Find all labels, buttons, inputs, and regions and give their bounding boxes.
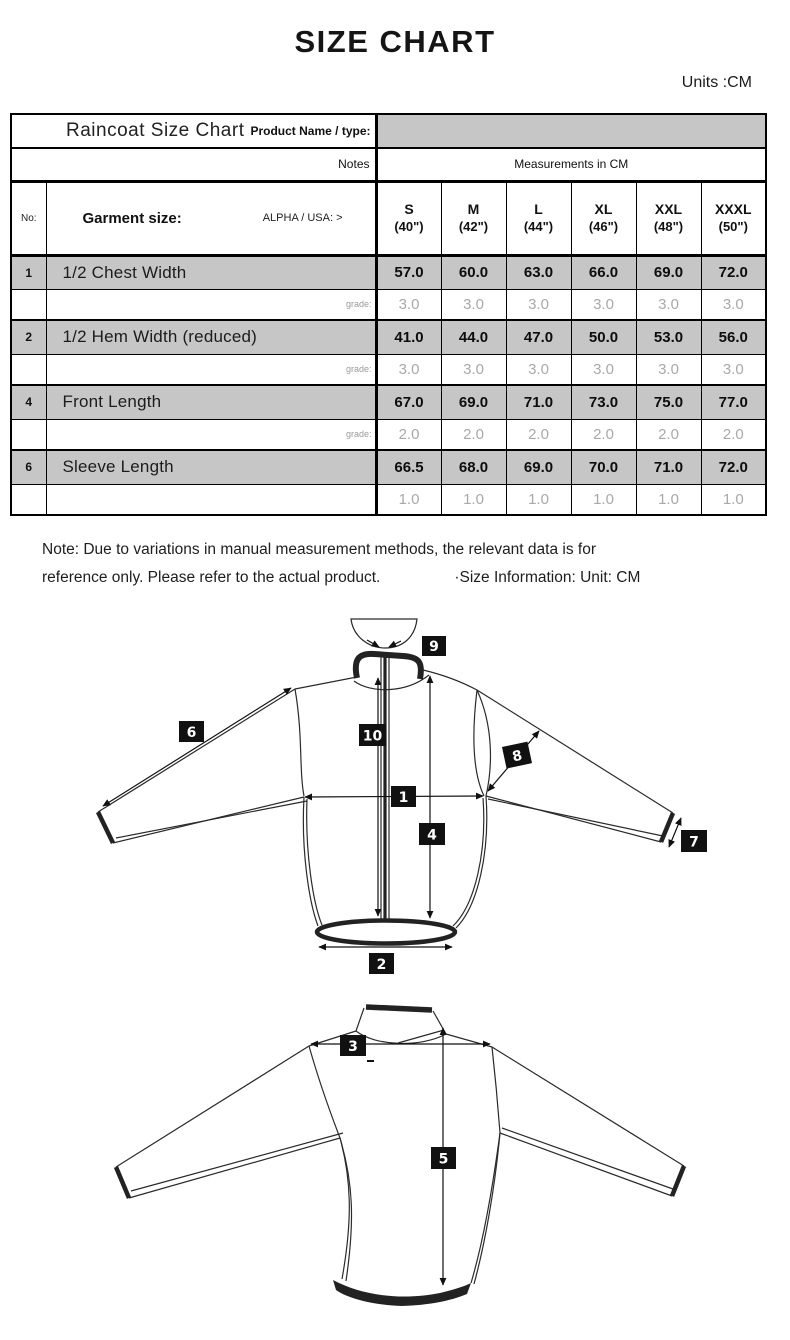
grade-row-2 (11, 354, 766, 385)
grade-row-1 (11, 289, 766, 320)
size-column-header-S: S (40") (376, 181, 441, 255)
size-column-header-XXXL: XXXL (50") (701, 181, 766, 255)
measure-value: 71.0 (506, 385, 571, 419)
back-jacket-outline (116, 1008, 684, 1284)
row-number-empty (11, 419, 46, 450)
product-name-value-cell (376, 114, 766, 148)
grade-label: grade: (46, 354, 376, 385)
measure-tag-10 (359, 724, 386, 746)
note-line-2 (42, 564, 758, 592)
measure-row-4 (11, 385, 766, 419)
grade-value: 3.0 (571, 289, 636, 320)
size-header-row (11, 181, 766, 255)
grade-value: 1.0 (506, 484, 571, 515)
measure-tag-1 (391, 786, 416, 807)
notes-label: Notes (11, 148, 376, 181)
measure-value: 60.0 (441, 255, 506, 289)
svg-text:2: 2 (376, 957, 387, 973)
row-number-empty (11, 354, 46, 385)
grade-value: 2.0 (506, 419, 571, 450)
svg-text:4: 4 (427, 827, 437, 844)
measure-value: 75.0 (636, 385, 701, 419)
measure-tag-9 (422, 636, 446, 656)
measure-value: 77.0 (701, 385, 766, 419)
note-line-1: Note: Due to variations in manual measurement methods, the relevant data is for (42, 541, 596, 558)
measure-value: 66.5 (376, 450, 441, 484)
grade-value: 3.0 (701, 289, 766, 320)
size-chart-table (10, 113, 767, 516)
grade-value: 2.0 (571, 419, 636, 450)
no-column-header: No: (11, 181, 46, 255)
grade-label: grade: (46, 419, 376, 450)
measure-value: 69.0 (441, 385, 506, 419)
grade-value: 3.0 (701, 354, 766, 385)
row-number: 1 (11, 255, 46, 289)
table-title-row (11, 114, 766, 148)
measure-value: 71.0 (636, 450, 701, 484)
measure-value: 70.0 (571, 450, 636, 484)
product-name-label: Product Name / type: (250, 124, 371, 138)
row-number-empty (11, 484, 46, 515)
grade-value: 1.0 (441, 484, 506, 515)
measurements-label: Measurements in CM (376, 148, 766, 181)
grade-value: 1.0 (571, 484, 636, 515)
back-measure-lines (311, 1028, 490, 1285)
garment-diagrams (0, 595, 790, 1340)
row-number: 4 (11, 385, 46, 419)
measure-tag-3 (340, 1035, 366, 1056)
measure-value: 67.0 (376, 385, 441, 419)
page-title: SIZE CHART (294, 24, 496, 59)
row-label: Front Length (46, 385, 376, 419)
alpha-usa-label: ALPHA / USA: > (262, 212, 343, 224)
measure-value: 41.0 (376, 320, 441, 354)
grade-value: 3.0 (376, 354, 441, 385)
measure-value: 63.0 (506, 255, 571, 289)
garment-size-label: Garment size: (82, 209, 182, 227)
front-jacket-dark-parts (98, 654, 673, 944)
notes-row (11, 148, 766, 181)
row-label: 1/2 Chest Width (46, 255, 376, 289)
svg-text:3: 3 (348, 1039, 358, 1055)
svg-text:7: 7 (689, 834, 699, 851)
grade-value: 3.0 (441, 354, 506, 385)
units-label: Units :CM (681, 74, 752, 91)
svg-text:1: 1 (398, 790, 409, 806)
measure-row-2 (11, 320, 766, 354)
front-view-diagram (98, 619, 707, 974)
measure-value: 73.0 (571, 385, 636, 419)
row-label: 1/2 Hem Width (reduced) (46, 320, 376, 354)
measure-value: 50.0 (571, 320, 636, 354)
measure-value: 68.0 (441, 450, 506, 484)
grade-value: 3.0 (636, 289, 701, 320)
grade-value: 2.0 (701, 419, 766, 450)
measure-tag-6 (179, 721, 204, 742)
size-information-label: ·Size Information: Unit: CM (454, 569, 641, 587)
row-number: 6 (11, 450, 46, 484)
grade-value: 3.0 (571, 354, 636, 385)
measure-value: 53.0 (636, 320, 701, 354)
note-text (42, 536, 758, 592)
note-line-2-text: reference only. Please refer to the actual product. (42, 569, 381, 587)
measure-value: 47.0 (506, 320, 571, 354)
grade-row-4 (11, 419, 766, 450)
measure-tag-8 (502, 742, 532, 769)
measure-value: 44.0 (441, 320, 506, 354)
measure-value: 57.0 (376, 255, 441, 289)
measure-tag-5 (431, 1147, 456, 1169)
svg-text:6: 6 (186, 725, 197, 741)
grade-value: 3.0 (506, 354, 571, 385)
measure-value: 69.0 (636, 255, 701, 289)
size-column-header-M: M (42") (441, 181, 506, 255)
svg-text:5: 5 (438, 1151, 449, 1168)
grade-value: 3.0 (376, 289, 441, 320)
grade-label: grade: (46, 289, 376, 320)
grade-value: 1.0 (636, 484, 701, 515)
size-column-header-L: L (44") (506, 181, 571, 255)
svg-text:8: 8 (510, 747, 524, 766)
product-title: Raincoat Size Chart (66, 120, 245, 141)
row-number-empty (11, 289, 46, 320)
grade-row-6 (11, 484, 766, 515)
measure-value: 72.0 (701, 450, 766, 484)
product-title-cell (11, 114, 376, 148)
measure-tag-4 (419, 823, 445, 845)
measure-value: 72.0 (701, 255, 766, 289)
grade-value: 1.0 (701, 484, 766, 515)
grade-value: 2.0 (441, 419, 506, 450)
garment-size-header (46, 181, 376, 255)
size-column-header-XXL: XXL (48") (636, 181, 701, 255)
measure-value: 69.0 (506, 450, 571, 484)
measure-tag-7 (681, 830, 707, 852)
grade-value: 3.0 (636, 354, 701, 385)
measure-tag-2 (369, 953, 394, 974)
measure-row-6 (11, 450, 766, 484)
back-view-diagram (116, 1007, 684, 1306)
row-number: 2 (11, 320, 46, 354)
measure-value: 66.0 (571, 255, 636, 289)
grade-value: 3.0 (441, 289, 506, 320)
size-column-header-XL: XL (46") (571, 181, 636, 255)
grade-value: 2.0 (376, 419, 441, 450)
row-label: Sleeve Length (46, 450, 376, 484)
grade-value: 2.0 (636, 419, 701, 450)
grade-label (46, 484, 376, 515)
svg-text:9: 9 (429, 639, 439, 655)
grade-value: 1.0 (376, 484, 441, 515)
svg-text:10: 10 (362, 728, 383, 745)
back-jacket-dark-parts (116, 1007, 684, 1306)
grade-value: 3.0 (506, 289, 571, 320)
measure-value: 56.0 (701, 320, 766, 354)
measure-row-1 (11, 255, 766, 289)
